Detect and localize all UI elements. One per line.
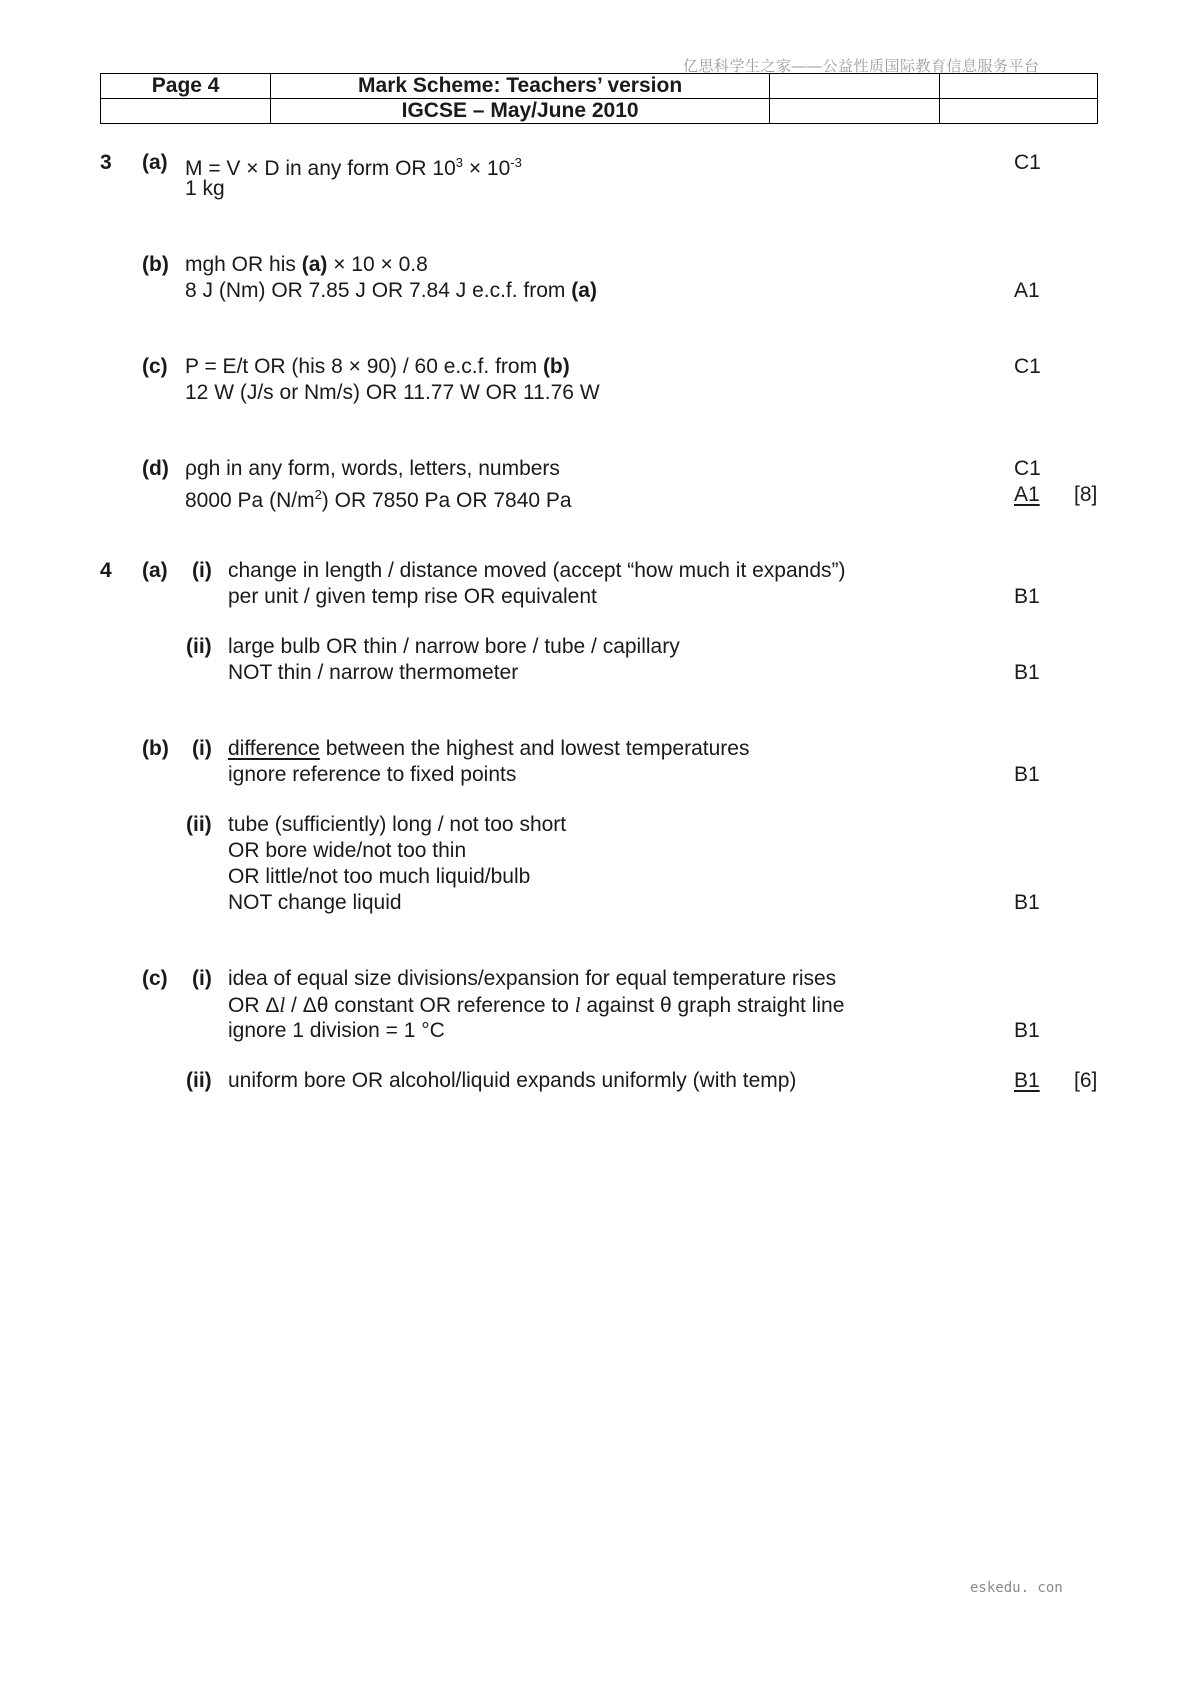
document-title: Mark Scheme: Teachers’ version [271,74,770,99]
answer-line: idea of equal size divisions/expansion for equal temperature rises [228,967,837,990]
subpart-label: (ii) [186,813,212,836]
mark: A1 [1014,483,1040,506]
answer-line: change in length / distance moved (accept “how much it expands”) [228,559,846,582]
mark: C1 [1014,457,1041,480]
subpart-label: (i) [192,967,212,990]
part-label: (d) [142,457,169,480]
header-empty-cell [939,74,1097,99]
answer-line: NOT change liquid [228,891,402,914]
mark: A1 [1014,279,1040,302]
answer-line: tube (sufficiently) long / not too short [228,813,567,836]
answer-line: ρgh in any form, words, letters, numbers [185,457,560,480]
part-label: (a) [142,559,168,582]
part-label: (b) [142,253,169,276]
mark: B1 [1014,661,1040,684]
answer-line: M = V × D in any form OR $10^3 \times 10^{-3}$ [185,155,522,180]
answer-line: OR little/not too much liquid/bulb [228,865,531,888]
answer-line: large bulb OR thin / narrow bore / tube / capillary [228,635,680,658]
header-empty-cell [101,99,271,124]
header-empty-cell [769,74,939,99]
answer-line: NOT thin / narrow thermometer [228,661,519,684]
answer-line: ignore 1 division = 1 °C [228,1019,445,1042]
mark: B1 [1014,1069,1040,1092]
mark: C1 [1014,151,1041,174]
mark: B1 [1014,763,1040,786]
answer-line: 8000 Pa $(N/m^2)$ OR 7850 Pa OR 7840 Pa [185,487,572,512]
page-number: Page 4 [101,74,271,99]
header-empty-cell [769,99,939,124]
watermark-text: 亿思科学生之家——公益性质国际教育信息服务平台 [683,58,1040,75]
part-label: (a) [142,151,168,174]
part-label: (c) [142,967,168,990]
answer-line: 12 W (J/s or Nm/s) OR 11.77 W OR 11.76 W [185,381,600,404]
header-table [100,73,1098,124]
answer-line: uniform bore OR alcohol/liquid expands uniformly (with temp) [228,1069,797,1092]
header-empty-cell [939,99,1097,124]
question-number: 4 [100,559,112,582]
document-subtitle: IGCSE – May/June 2010 [271,99,770,124]
answer-line: OR bore wide/not too thin [228,839,467,862]
answer-line: mgh OR his (a) × 10 × 0.8 [185,253,428,276]
part-label: (c) [142,355,168,378]
answer-line: 8 J (Nm) OR 7.85 J OR 7.84 J e.c.f. from (a) [185,279,597,302]
question-number: 3 [100,151,112,174]
mark: C1 [1014,355,1041,378]
answer-line: P = E/t OR (his 8 × 90) / 60 e.c.f. from (b) [185,355,570,378]
answer-line: ignore reference to fixed points [228,763,517,786]
answer-line: OR Δl / Δθ constant OR reference to l against θ graph straight line [228,993,845,1017]
mark: B1 [1014,585,1040,608]
answer-line: difference between the highest and lowest temperatures [228,737,750,760]
footer-site-text: eskedu. con [970,1580,1063,1596]
mark: B1 [1014,1019,1040,1042]
subpart-label: (i) [192,559,212,582]
answer-line: per unit / given temp rise OR equivalent [228,585,597,608]
subpart-label: (ii) [186,635,212,658]
total-marks: [8] [1074,483,1098,506]
mark: B1 [1014,891,1040,914]
part-label: (b) [142,737,169,760]
subpart-label: (ii) [186,1069,212,1092]
total-marks: [6] [1074,1069,1098,1092]
subpart-label: (i) [192,737,212,760]
answer-line: 1 kg [185,177,225,200]
